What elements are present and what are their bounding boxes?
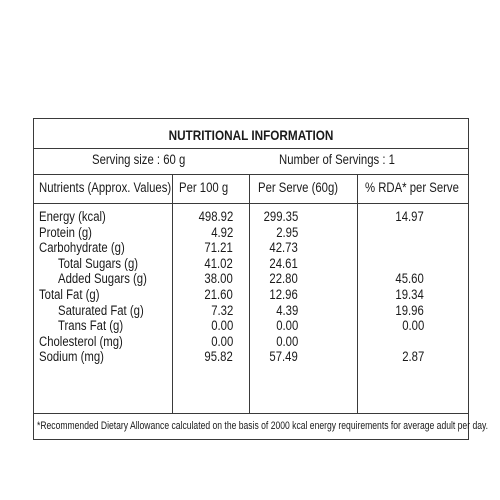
value-rda: 0.00 [401, 318, 424, 334]
table-row [34, 225, 468, 241]
table-row [34, 256, 468, 272]
nutrient-name: Energy (kcal) [39, 209, 106, 224]
nutrient-name: Total Sugars (g) [58, 255, 139, 271]
table-row [34, 240, 468, 256]
value-per-serve: 24.61 [269, 255, 298, 271]
value-per-100g: 21.60 [204, 287, 233, 302]
number-of-servings: Number of Servings : 1 [279, 152, 395, 167]
value-per-100g: 7.32 [210, 302, 233, 318]
value-per-serve: 12.96 [269, 287, 298, 302]
nutrition-table [33, 118, 489, 440]
table-row [34, 349, 468, 365]
value-per-serve: 22.80 [269, 271, 298, 287]
nutrient-name: Trans Fat (g) [58, 318, 124, 334]
header-per-serve: Per Serve (60g) [258, 180, 339, 195]
value-per-100g: 0.00 [210, 318, 233, 334]
value-per-100g: 0.00 [210, 333, 233, 349]
nutrient-name: Sodium (mg) [39, 349, 104, 365]
divider [34, 203, 468, 204]
header-per-100g: Per 100 g [179, 180, 229, 195]
divider [34, 413, 468, 414]
nutrient-name: Protein (g) [39, 224, 92, 240]
divider [34, 148, 468, 149]
value-rda: 19.96 [395, 302, 424, 318]
value-per-100g: 498.92 [198, 209, 233, 224]
value-per-serve: 57.49 [269, 349, 298, 365]
nutrient-name: Cholesterol (mg) [39, 333, 123, 349]
value-rda: 45.60 [395, 271, 424, 287]
serving-size: Serving size : 60 g [92, 152, 186, 167]
nutrient-name: Added Sugars (g) [58, 271, 147, 287]
value-rda: 2.87 [401, 349, 424, 365]
value-per-serve: 4.39 [275, 302, 298, 318]
table-row [34, 209, 468, 225]
value-per-serve: 0.00 [275, 318, 298, 334]
header-rda: % RDA* per Serve [365, 180, 459, 195]
value-per-serve: 0.00 [275, 333, 298, 349]
value-per-serve: 42.73 [269, 240, 298, 256]
header-nutrients: Nutrients (Approx. Values) [39, 180, 172, 195]
nutrient-name: Carbohydrate (g) [39, 240, 125, 256]
value-per-100g: 41.02 [204, 255, 233, 271]
table-row [34, 303, 468, 319]
value-per-serve: 2.95 [275, 224, 298, 240]
value-rda: 14.97 [395, 209, 424, 224]
value-rda: 19.34 [395, 287, 424, 302]
value-per-100g: 4.92 [210, 224, 233, 240]
value-per-serve: 299.35 [263, 209, 298, 224]
value-per-100g: 95.82 [204, 349, 233, 365]
table-title: NUTRITIONAL INFORMATION [168, 127, 334, 143]
nutrient-name: Total Fat (g) [39, 287, 100, 302]
table-row [34, 271, 468, 287]
footnote: *Recommended Dietary Allowance calculated on the basis of 2000 kcal energy requirements for average adult per day. [37, 420, 489, 432]
table-row [34, 318, 468, 334]
divider [34, 174, 468, 175]
table-row [34, 287, 468, 303]
value-per-100g: 38.00 [204, 271, 233, 287]
value-per-100g: 71.21 [204, 240, 233, 256]
nutrient-name: Saturated Fat (g) [58, 302, 144, 318]
table-row [34, 334, 468, 350]
